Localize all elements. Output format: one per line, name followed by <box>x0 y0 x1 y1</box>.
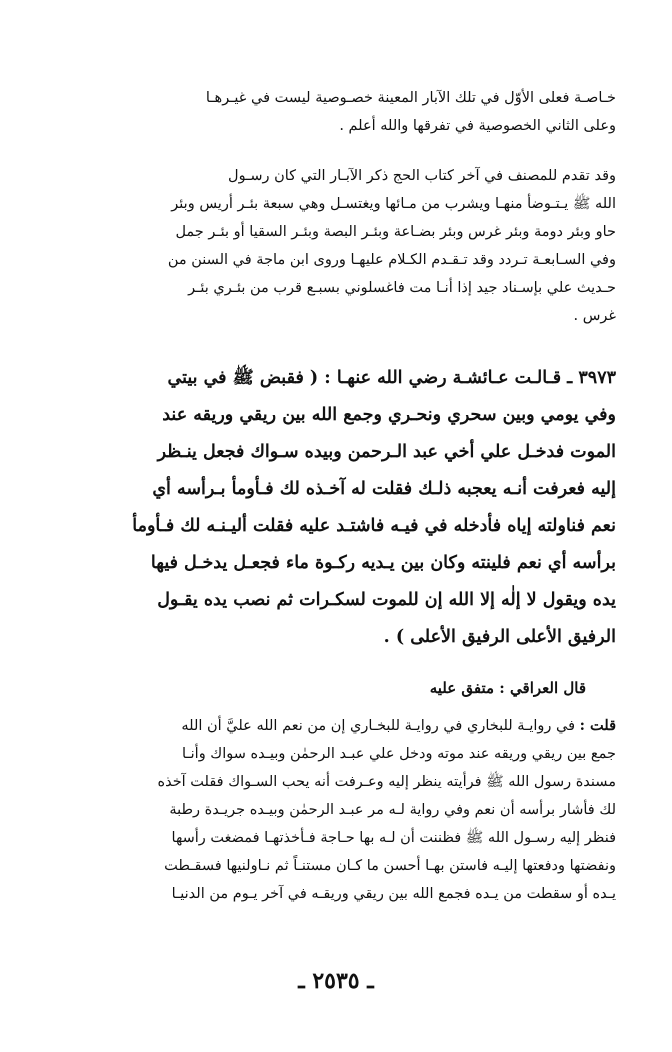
hadith-line: برأسه أي نعم فلينته وكان بين يـديه ركـوة ماء فجعـل يدخـل فيها <box>150 553 616 573</box>
hadith-line: نعم فناولته إياه فأدخله في فيـه فاشتـد عليه فقلت أليـنـه لك فـأومأ <box>132 516 616 536</box>
paragraph-commentary-2 <box>56 162 616 330</box>
text-line: جمع بين ريقي وريقه عند موته ودخل علي عبـد الرحمٰن وبيـده سواك وأنـا <box>181 746 616 762</box>
text-line: وقد تقدم للمصنف في آخر كتاب الحج ذكر الآبـار التي كان رسـول <box>228 168 616 184</box>
iraqi-note <box>56 676 616 700</box>
text-line: وعلى الثاني الخصوصية في تفرقها والله أعلم . <box>339 118 616 134</box>
paragraph-qultu <box>56 712 616 908</box>
hadith-line: ٣٩٧٣ ـ قـالـت عـائشـة رضي الله عنهـا : ( فقبض ﷺ في بيتي <box>167 368 616 388</box>
text-line: حاو وبئر دومة وبئر غرس وبئر بضـاعة وبئـر البصة وبئـر السقيا أو بئـر جمل <box>175 224 616 240</box>
hadith-line: الموت فدخـل علي أخي عبد الـرحمن وبيده سـواك فجعل ينـظر <box>157 442 616 462</box>
text-line <box>56 712 616 740</box>
hadith-text <box>56 360 616 656</box>
paragraph-commentary-1 <box>56 84 616 140</box>
text-line: وفي السـابعـة تـردد وقد تـقـدم الكـلام عليهـا وروى ابن ماجة في السنن من <box>167 252 616 268</box>
text-line: حـديث علي بإسـناد جيد إذا أنـا مت فاغسلوني بسبـع قرب من بئـري بئـر <box>188 280 616 296</box>
text-line: مسندة رسول الله ﷺ فرأيته ينظر إليه وعـرفت أنه يحب السـواك فقلت آخذه <box>157 774 616 790</box>
text-line: خـاصـة فعلى الأوّل في تلك الآبار المعينة خصـوصية ليست في غيـرهـا <box>205 90 616 106</box>
text-line: لك فأشار برأسه أن نعم وفي رواية لـه مر عبـد الرحمٰن وبيـده جريـدة رطبة <box>169 802 616 818</box>
text-line: ونفضتها ودفعتها إليـه فاستن بهـا أحسن ما كـان مستنـاً ثم نـاولنيها فسقـطت <box>164 858 616 874</box>
qultu-lead: قلت : <box>579 717 616 734</box>
hadith-line: يده ويقول لا إلٰه إلا الله إن للموت لسكـرات ثم نصب يده يقـول <box>157 590 616 610</box>
hadith-line: إليه فعرفت أنـه يعجبه ذلـك فقلت له آخـذه لك فـأومأ بـرأسه أي <box>152 479 616 499</box>
text-line: يـده أو سقطت من يـده فجمع الله بين ريقي وريقـه في آخر يـوم من الدنيـا <box>171 886 616 902</box>
hadith-line: وفي يومي وبين سحري ونحـري وجمع الله بين ريقي وريقه عند <box>162 405 616 425</box>
qultu-first-line: في روايـة للبخاري في روايـة للبخـاري إن من نعم الله عليَّ أن الله <box>181 718 576 734</box>
iraqi-line: قال العراقي : متفق عليه <box>429 679 586 697</box>
page-number: ـ ٢٥٣٥ ـ <box>298 968 374 994</box>
text-line: فنظر إليه رسـول الله ﷺ فظننت أن لـه بها حـاجة فـأخذتهـا فمضغت رأسها <box>171 830 616 846</box>
hadith-line: الرفيق الأعلى الرفيق الأعلى ) . <box>383 627 616 647</box>
text-line: غرس . <box>573 308 616 324</box>
text-line: الله ﷺ يـتـوضأ منهـا ويشرب من مـائها ويغتسـل وهي سبعة بئـر أريس وبئر <box>171 196 616 212</box>
